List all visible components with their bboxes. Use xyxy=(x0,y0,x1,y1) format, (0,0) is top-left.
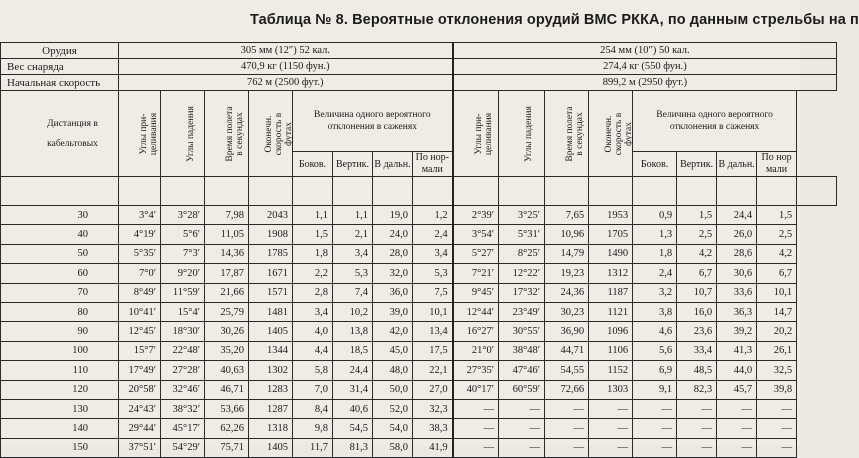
gun2-value-cell: — xyxy=(677,399,717,418)
gun2-value-cell: — xyxy=(757,399,797,418)
gun2-value-cell: 1106 xyxy=(589,341,633,360)
gun2-value-cell: 2°39′ xyxy=(453,206,499,225)
gun2-dev-side: Боков. xyxy=(633,152,677,177)
gun2-value-cell: 1,3 xyxy=(633,225,677,244)
gun1-value-cell: 1,1 xyxy=(293,206,333,225)
gun2-value-cell: 30°55′ xyxy=(499,322,545,341)
gun2-value-cell: 3,2 xyxy=(633,283,677,302)
gun2-value-cell: 19,23 xyxy=(545,264,589,283)
gun2-value-cell: 38°48′ xyxy=(499,341,545,360)
distance-cell: 70 xyxy=(1,283,119,302)
gun2-value-cell: 30,6 xyxy=(717,264,757,283)
gun2-velocity: 899,2 м (2950 фут.) xyxy=(453,75,837,91)
gun2-value-cell: — xyxy=(717,419,757,438)
gun1-time-header: Время полета в секундах xyxy=(205,91,249,177)
gun1-value-cell: 2,8 xyxy=(293,283,333,302)
gun1-value-cell: 10,1 xyxy=(413,302,453,321)
distance-cell: 120 xyxy=(1,380,119,399)
gun1-value-cell: 3,4 xyxy=(293,302,333,321)
gun1-value-cell: 10,2 xyxy=(333,302,373,321)
gun1-value-cell: 5,3 xyxy=(333,264,373,283)
gun2-value-cell: 1,8 xyxy=(633,244,677,263)
gun2-value-cell: 17°32′ xyxy=(499,283,545,302)
gun2-value-cell: 4,2 xyxy=(757,244,797,263)
table-row xyxy=(1,419,837,438)
gun1-value-cell: 2,4 xyxy=(413,225,453,244)
gun1-value-cell: 31,4 xyxy=(333,380,373,399)
table-row xyxy=(1,341,837,360)
gun1-value-cell: 52,0 xyxy=(373,399,413,418)
gun1-value-cell: 37°51′ xyxy=(119,438,161,457)
gun2-value-cell: 1152 xyxy=(589,361,633,380)
gun2-value-cell: 39,8 xyxy=(757,380,797,399)
gun1-value-cell: 1571 xyxy=(249,283,293,302)
distance-cell: 50 xyxy=(1,244,119,263)
gun2-value-cell: 32,5 xyxy=(757,361,797,380)
gun2-value-cell: 1303 xyxy=(589,380,633,399)
gun1-value-cell: 1481 xyxy=(249,302,293,321)
table-row xyxy=(1,206,837,225)
gun1-value-cell: 41,9 xyxy=(413,438,453,457)
gun2-value-cell: — xyxy=(499,399,545,418)
gun2-deviation-header: Величина одного вероятного отклонения в саженях xyxy=(633,91,797,152)
gun1-value-cell: 1671 xyxy=(249,264,293,283)
gun1-value-cell: 1302 xyxy=(249,361,293,380)
gun1-value-cell: 11°59′ xyxy=(161,283,205,302)
table-row xyxy=(1,283,837,302)
gun2-value-cell: — xyxy=(633,419,677,438)
gun2-value-cell: 8°25′ xyxy=(499,244,545,263)
gun2-value-cell: 7,65 xyxy=(545,206,589,225)
gun1-value-cell: 14,36 xyxy=(205,244,249,263)
gun1-value-cell: 13,4 xyxy=(413,322,453,341)
gun1-dev-range: В дальн. xyxy=(373,152,413,177)
gun1-value-cell: 3°4′ xyxy=(119,206,161,225)
gun1-value-cell: 32,0 xyxy=(373,264,413,283)
gun2-value-cell: 1187 xyxy=(589,283,633,302)
gun2-value-cell: 2,4 xyxy=(633,264,677,283)
gun1-value-cell: 54,5 xyxy=(333,419,373,438)
gun2-value-cell: 72,66 xyxy=(545,380,589,399)
gun2-value-cell: 4,6 xyxy=(633,322,677,341)
gun1-value-cell: 9°20′ xyxy=(161,264,205,283)
gun2-value-cell: 40°17′ xyxy=(453,380,499,399)
gun1-value-cell: 81,3 xyxy=(333,438,373,457)
gun2-value-cell: 60°59′ xyxy=(499,380,545,399)
gun1-value-cell: 11,05 xyxy=(205,225,249,244)
gun2-value-cell: — xyxy=(717,399,757,418)
gun2-value-cell: — xyxy=(453,399,499,418)
gun1-value-cell: 35,20 xyxy=(205,341,249,360)
gun2-value-cell: 54,55 xyxy=(545,361,589,380)
gun2-value-cell: 23,6 xyxy=(677,322,717,341)
gun1-value-cell: 25,79 xyxy=(205,302,249,321)
gun1-value-cell: 1,8 xyxy=(293,244,333,263)
gun1-value-cell: 32°46′ xyxy=(161,380,205,399)
gun1-value-cell: 5°35′ xyxy=(119,244,161,263)
gun2-time-header: Время полета в секундах xyxy=(545,91,589,177)
gun1-value-cell: 5,3 xyxy=(413,264,453,283)
gun1-value-cell: 45°17′ xyxy=(161,419,205,438)
table-row xyxy=(1,361,837,380)
gun1-value-cell: 11,7 xyxy=(293,438,333,457)
gun2-value-cell: 12°22′ xyxy=(499,264,545,283)
gun1-value-cell: 28,0 xyxy=(373,244,413,263)
gun1-value-cell: 12°45′ xyxy=(119,322,161,341)
gun1-value-cell: 7°0′ xyxy=(119,264,161,283)
gun2-value-cell: 33,4 xyxy=(677,341,717,360)
table-title: Таблица № 8. Вероятные отклонения орудий ВМС РККА, по данным стрельбы на п xyxy=(250,12,859,28)
gun2-value-cell: 1705 xyxy=(589,225,633,244)
column-header-row xyxy=(1,91,837,152)
gun2-value-cell: 1096 xyxy=(589,322,633,341)
gun2-value-cell: 1,5 xyxy=(677,206,717,225)
gun2-value-cell: — xyxy=(545,419,589,438)
gun2-value-cell: — xyxy=(499,438,545,457)
gun1-value-cell: 17,87 xyxy=(205,264,249,283)
gun2-final-header: Оконечн. скорость в футах xyxy=(589,91,633,177)
distance-cell: 100 xyxy=(1,341,119,360)
gun1-value-cell: 1405 xyxy=(249,322,293,341)
gun1-value-cell: 9,8 xyxy=(293,419,333,438)
gun1-value-cell: 10°41′ xyxy=(119,302,161,321)
gun1-value-cell: 3°28′ xyxy=(161,206,205,225)
shell-weight-label: Вес снаряда xyxy=(1,59,119,75)
gun2-value-cell: 14,7 xyxy=(757,302,797,321)
gun1-value-cell: 22,1 xyxy=(413,361,453,380)
gun2-value-cell: 5°31′ xyxy=(499,225,545,244)
gun2-dev-range: В дальн. xyxy=(717,152,757,177)
data-rows xyxy=(1,206,837,458)
gun2-value-cell: — xyxy=(499,419,545,438)
gun2-value-cell: 3°54′ xyxy=(453,225,499,244)
gun2-value-cell: 24,36 xyxy=(545,283,589,302)
gun1-value-cell: 18,5 xyxy=(333,341,373,360)
gun1-value-cell: 5,8 xyxy=(293,361,333,380)
gun1-velocity: 762 м (2500 фут.) xyxy=(119,75,453,91)
gun2-value-cell: 36,3 xyxy=(717,302,757,321)
gun2-value-cell: — xyxy=(717,438,757,457)
gun2-value-cell: 0,9 xyxy=(633,206,677,225)
distance-cell: 80 xyxy=(1,302,119,321)
gun1-value-cell: 21,66 xyxy=(205,283,249,302)
gun2-value-cell: 2,5 xyxy=(677,225,717,244)
gun1-value-cell: 1785 xyxy=(249,244,293,263)
gun1-value-cell: 13,8 xyxy=(333,322,373,341)
gun2-value-cell: 21°0′ xyxy=(453,341,499,360)
gun1-value-cell: 32,3 xyxy=(413,399,453,418)
gun2-value-cell: — xyxy=(633,438,677,457)
gun1-value-cell: 40,6 xyxy=(333,399,373,418)
gun1-value-cell: 1287 xyxy=(249,399,293,418)
gun1-value-cell: 40,63 xyxy=(205,361,249,380)
gun1-value-cell: 15°7′ xyxy=(119,341,161,360)
gun1-value-cell: 1283 xyxy=(249,380,293,399)
gun1-value-cell: 38°32′ xyxy=(161,399,205,418)
gun2-elev-header: Углы при- целивания xyxy=(453,91,499,177)
gun2-value-cell: 5°27′ xyxy=(453,244,499,263)
gun2-value-cell: 44,0 xyxy=(717,361,757,380)
gun1-value-cell: 54°29′ xyxy=(161,438,205,457)
gun1-value-cell: 24°43′ xyxy=(119,399,161,418)
gun1-value-cell: 2,2 xyxy=(293,264,333,283)
gun2-value-cell: 27°35′ xyxy=(453,361,499,380)
gun1-value-cell: 29°44′ xyxy=(119,419,161,438)
gun1-value-cell: 4,0 xyxy=(293,322,333,341)
gun2-value-cell: 20,2 xyxy=(757,322,797,341)
gun2-value-cell: — xyxy=(633,399,677,418)
gun2-value-cell: 5,6 xyxy=(633,341,677,360)
table-row xyxy=(1,225,837,244)
gun1-dev-vert: Вертик. xyxy=(333,152,373,177)
gun2-value-cell: 16,0 xyxy=(677,302,717,321)
gun2-value-cell: 1312 xyxy=(589,264,633,283)
gun2-value-cell: 39,2 xyxy=(717,322,757,341)
distance-header: Дистанция в кабельтовых xyxy=(1,91,119,177)
gun2-value-cell: — xyxy=(453,419,499,438)
gun1-value-cell: 45,0 xyxy=(373,341,413,360)
gun1-value-cell: 18°30′ xyxy=(161,322,205,341)
deviation-table xyxy=(0,42,837,458)
gun2-value-cell: 16°27′ xyxy=(453,322,499,341)
gun2-value-cell: 6,7 xyxy=(757,264,797,283)
spacer-row xyxy=(1,177,837,206)
gun1-value-cell: 17°49′ xyxy=(119,361,161,380)
gun2-value-cell: 9°45′ xyxy=(453,283,499,302)
guns-row xyxy=(1,43,837,59)
gun1-value-cell: 1,5 xyxy=(293,225,333,244)
gun2-value-cell: 33,6 xyxy=(717,283,757,302)
gun1-value-cell: 39,0 xyxy=(373,302,413,321)
gun1-value-cell: 4°19′ xyxy=(119,225,161,244)
gun2-value-cell: 1,5 xyxy=(757,206,797,225)
gun1-value-cell: 19,0 xyxy=(373,206,413,225)
gun1-value-cell: 2,1 xyxy=(333,225,373,244)
distance-cell: 110 xyxy=(1,361,119,380)
gun1-value-cell: 1,2 xyxy=(413,206,453,225)
gun1-value-cell: 3,4 xyxy=(413,244,453,263)
gun2-value-cell: 23°49′ xyxy=(499,302,545,321)
gun2-value-cell: 7°21′ xyxy=(453,264,499,283)
distance-cell: 140 xyxy=(1,419,119,438)
gun2-value-cell: — xyxy=(677,438,717,457)
table-row xyxy=(1,399,837,418)
gun2-value-cell: — xyxy=(589,438,633,457)
gun2-value-cell: 41,3 xyxy=(717,341,757,360)
gun1-value-cell: 1344 xyxy=(249,341,293,360)
gun2-name: 254 мм (10″) 50 кал. xyxy=(453,43,837,59)
gun1-value-cell: 7,98 xyxy=(205,206,249,225)
gun1-deviation-header: Величина одного вероятного отклонения в саженях xyxy=(293,91,453,152)
gun2-value-cell: 3°25′ xyxy=(499,206,545,225)
gun1-value-cell: 38,3 xyxy=(413,419,453,438)
gun2-value-cell: — xyxy=(589,399,633,418)
gun2-value-cell: 1953 xyxy=(589,206,633,225)
gun1-value-cell: 27°28′ xyxy=(161,361,205,380)
gun2-value-cell: 9,1 xyxy=(633,380,677,399)
gun1-value-cell: 5°6′ xyxy=(161,225,205,244)
gun2-value-cell: — xyxy=(453,438,499,457)
gun2-value-cell: 10,7 xyxy=(677,283,717,302)
table-row xyxy=(1,380,837,399)
gun1-dev-side: Боков. xyxy=(293,152,333,177)
table-row xyxy=(1,322,837,341)
distance-cell: 130 xyxy=(1,399,119,418)
gun1-final-header: Оконечн. скорость в футах xyxy=(249,91,293,177)
gun1-value-cell: 7,5 xyxy=(413,283,453,302)
gun2-value-cell: 47°46′ xyxy=(499,361,545,380)
gun1-value-cell: 75,71 xyxy=(205,438,249,457)
shell-weight-row xyxy=(1,59,837,75)
gun2-value-cell: 1121 xyxy=(589,302,633,321)
table-row xyxy=(1,438,837,457)
gun1-value-cell: 36,0 xyxy=(373,283,413,302)
guns-label: Орудия xyxy=(1,43,119,59)
gun1-shell: 470,9 кг (1150 фун.) xyxy=(119,59,453,75)
gun1-value-cell: 58,0 xyxy=(373,438,413,457)
distance-cell: 90 xyxy=(1,322,119,341)
gun2-value-cell: 10,96 xyxy=(545,225,589,244)
gun1-value-cell: 24,4 xyxy=(333,361,373,380)
velocity-label: Начальная скорость xyxy=(1,75,119,91)
gun1-value-cell: 62,26 xyxy=(205,419,249,438)
gun1-value-cell: 8°49′ xyxy=(119,283,161,302)
distance-cell: 60 xyxy=(1,264,119,283)
gun2-value-cell: 12°44′ xyxy=(453,302,499,321)
gun2-value-cell: 45,7 xyxy=(717,380,757,399)
gun2-value-cell: 44,71 xyxy=(545,341,589,360)
gun1-fall-header: Углы падения xyxy=(161,91,205,177)
gun1-value-cell: 30,26 xyxy=(205,322,249,341)
distance-cell: 150 xyxy=(1,438,119,457)
gun1-value-cell: 48,0 xyxy=(373,361,413,380)
gun2-value-cell: 10,1 xyxy=(757,283,797,302)
gun1-value-cell: 46,71 xyxy=(205,380,249,399)
gun2-shell: 274,4 кг (550 фун.) xyxy=(453,59,837,75)
gun1-value-cell: 17,5 xyxy=(413,341,453,360)
gun2-value-cell: 24,4 xyxy=(717,206,757,225)
gun1-value-cell: 27,0 xyxy=(413,380,453,399)
velocity-row xyxy=(1,75,837,91)
distance-cell: 40 xyxy=(1,225,119,244)
gun2-value-cell: 82,3 xyxy=(677,380,717,399)
gun1-value-cell: 8,4 xyxy=(293,399,333,418)
gun2-value-cell: 1490 xyxy=(589,244,633,263)
gun2-value-cell: 36,90 xyxy=(545,322,589,341)
table-row xyxy=(1,264,837,283)
gun1-value-cell: 20°58′ xyxy=(119,380,161,399)
gun1-value-cell: 54,0 xyxy=(373,419,413,438)
gun2-value-cell: — xyxy=(545,438,589,457)
gun2-value-cell: 2,5 xyxy=(757,225,797,244)
gun2-value-cell: — xyxy=(589,419,633,438)
gun2-value-cell: 48,5 xyxy=(677,361,717,380)
gun1-value-cell: 4,4 xyxy=(293,341,333,360)
gun2-value-cell: 4,2 xyxy=(677,244,717,263)
gun1-value-cell: 3,4 xyxy=(333,244,373,263)
gun2-dev-normal: По нор мали xyxy=(757,152,797,177)
gun1-elev-header: Углы при- целивания xyxy=(119,91,161,177)
gun1-value-cell: 15°4′ xyxy=(161,302,205,321)
gun2-value-cell: 30,23 xyxy=(545,302,589,321)
gun2-value-cell: 28,6 xyxy=(717,244,757,263)
gun1-value-cell: 1405 xyxy=(249,438,293,457)
gun1-value-cell: 53,66 xyxy=(205,399,249,418)
gun2-value-cell: — xyxy=(757,419,797,438)
gun1-value-cell: 24,0 xyxy=(373,225,413,244)
gun1-value-cell: 1908 xyxy=(249,225,293,244)
gun2-fall-header: Углы падения xyxy=(499,91,545,177)
gun2-value-cell: 14,79 xyxy=(545,244,589,263)
table-row xyxy=(1,244,837,263)
gun2-value-cell: — xyxy=(677,419,717,438)
gun1-name: 305 мм (12″) 52 кал. xyxy=(119,43,453,59)
distance-cell: 30 xyxy=(1,206,119,225)
gun2-value-cell: 26,0 xyxy=(717,225,757,244)
gun1-value-cell: 1318 xyxy=(249,419,293,438)
gun2-value-cell: 6,7 xyxy=(677,264,717,283)
gun1-value-cell: 1,1 xyxy=(333,206,373,225)
gun2-dev-vert: Вертик. xyxy=(677,152,717,177)
gun1-value-cell: 7,4 xyxy=(333,283,373,302)
gun2-value-cell: 3,8 xyxy=(633,302,677,321)
gun2-value-cell: — xyxy=(757,438,797,457)
gun2-value-cell: 6,9 xyxy=(633,361,677,380)
gun1-value-cell: 50,0 xyxy=(373,380,413,399)
gun1-value-cell: 2043 xyxy=(249,206,293,225)
gun2-value-cell: — xyxy=(545,399,589,418)
gun1-value-cell: 7,0 xyxy=(293,380,333,399)
gun1-value-cell: 42,0 xyxy=(373,322,413,341)
gun1-value-cell: 22°48′ xyxy=(161,341,205,360)
gun2-value-cell: 26,1 xyxy=(757,341,797,360)
gun1-dev-normal: По нор- мали xyxy=(413,152,453,177)
table-row xyxy=(1,302,837,321)
gun1-value-cell: 7°3′ xyxy=(161,244,205,263)
